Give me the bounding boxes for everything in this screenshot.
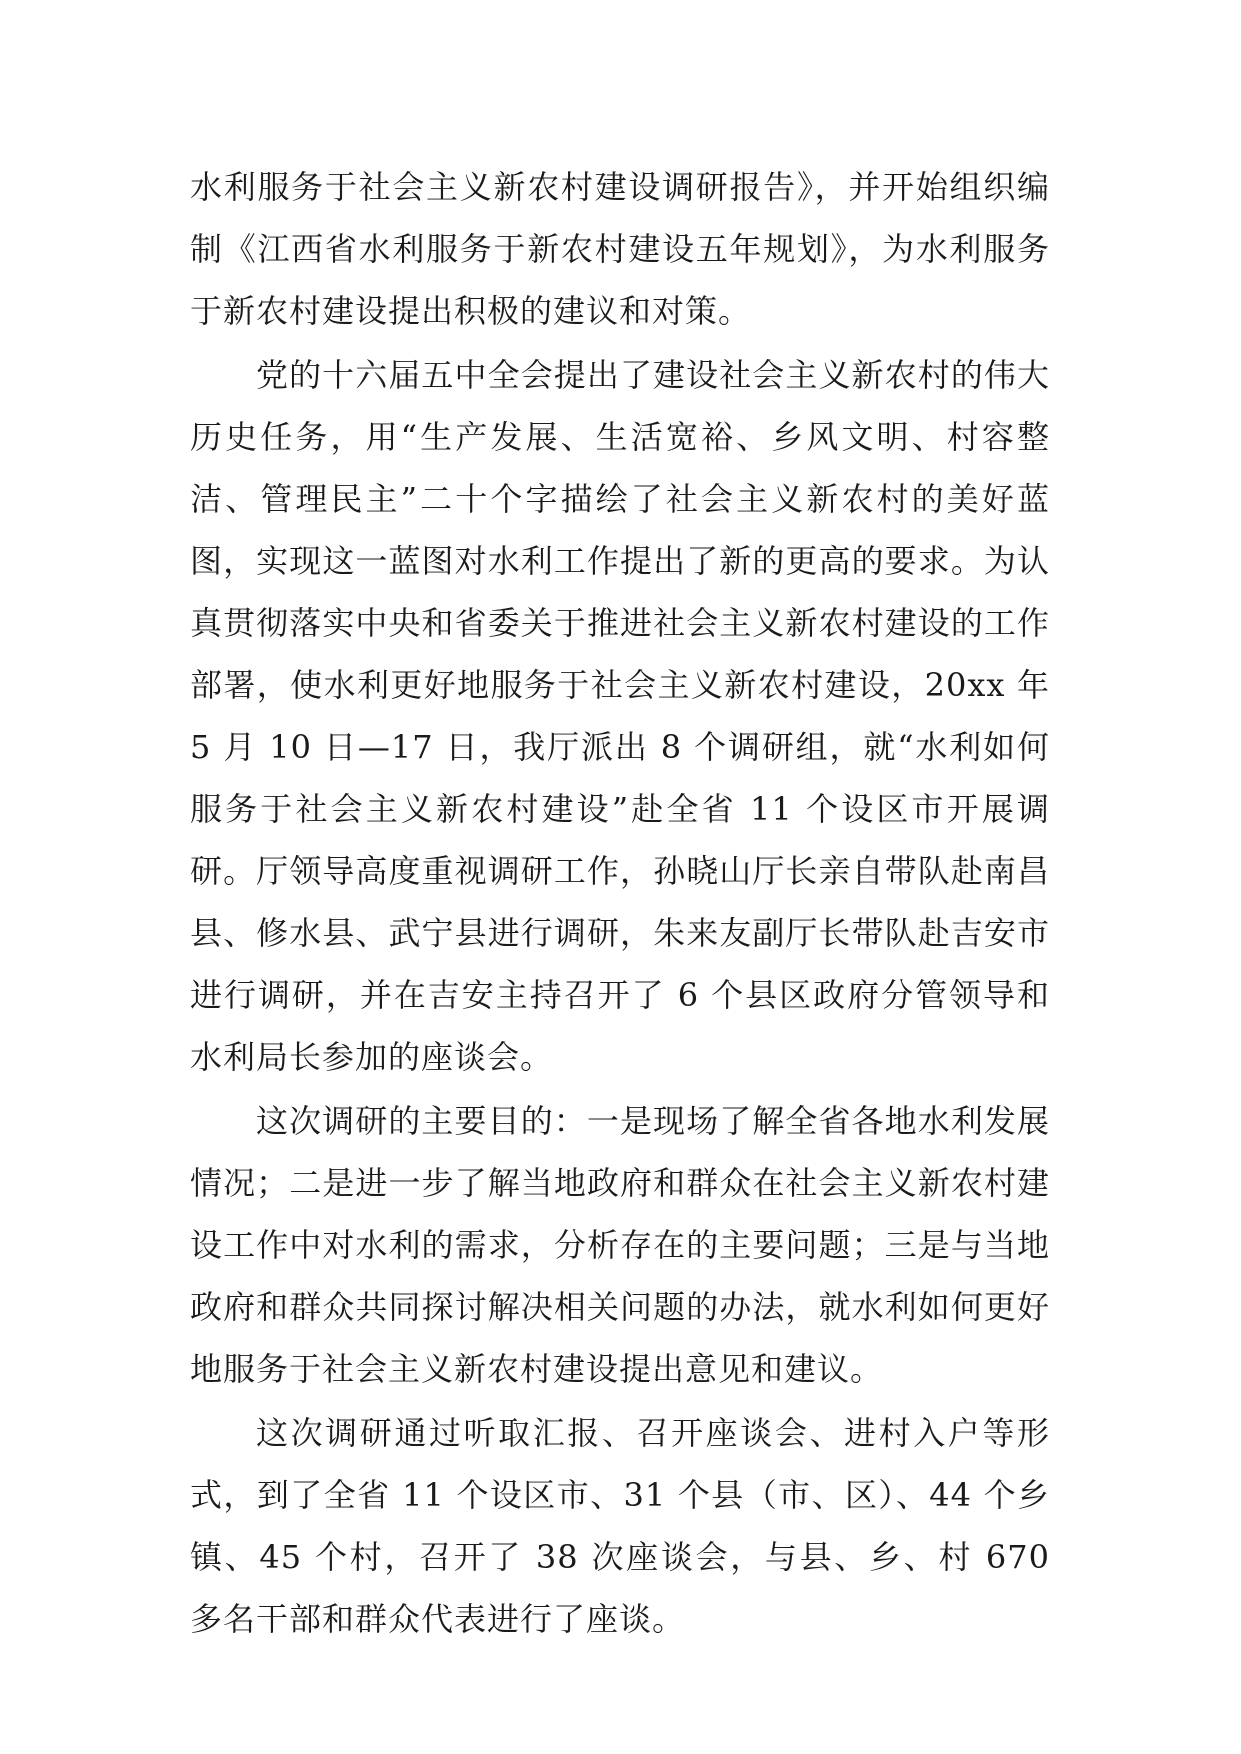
document-body: [190, 156, 1050, 1650]
paragraph-purpose: 这次调研的主要目的：一是现场了解全省各地水利发展情况；二是进一步了解当地政府和群众在社会主义新农村建设工作中对水利的需求，分析存在的主要问题；三是与当地政府和群众共同探讨解决相关问题的办法，就水利如何更好地服务于社会主义新农村建设提出意见和建议。: [190, 1102, 1050, 1388]
paragraph-background: 党的十六届五中全会提出了建设社会主义新农村的伟大历史任务，用“生产发展、生活宽裕、乡风文明、村容整洁、管理民主”二十个字描绘了社会主义新农村的美好蓝图，实现这一蓝图对水利工作提出了新的更高的要求。为认真贯彻落实中央和省委关于推进社会主义新农村建设的工作部署，使水利更好地服务于社会主义新农村建设，20xx 年 5 月 10 日—17 日，我厅派出 8 个调研组，就“水利如何服务于社会主义新农村建设”赴全省 11 个设区市开展调研。厅领导高度重视调研工作，孙晓山厅长亲自带队赴南昌县、修水县、武宁县进行调研，朱来友副厅长带队赴吉安市进行调研，并在吉安主持召开了 6 个县区政府分管领导和水利局长参加的座谈会。: [190, 356, 1050, 1076]
paragraph-continuation: 水利服务于社会主义新农村建设调研报告》，并开始组织编制《江西省水利服务于新农村建设五年规划》，为水利服务于新农村建设提出积极的建议和对策。: [190, 168, 1050, 330]
paragraph-methods: 这次调研通过听取汇报、召开座谈会、进村入户等形式，到了全省 11 个设区市、31 个县（市、区）、44 个乡镇、45 个村，召开了 38 次座谈会，与县、乡、村 670 多名干部和群众代表进行了座谈。: [190, 1414, 1050, 1638]
